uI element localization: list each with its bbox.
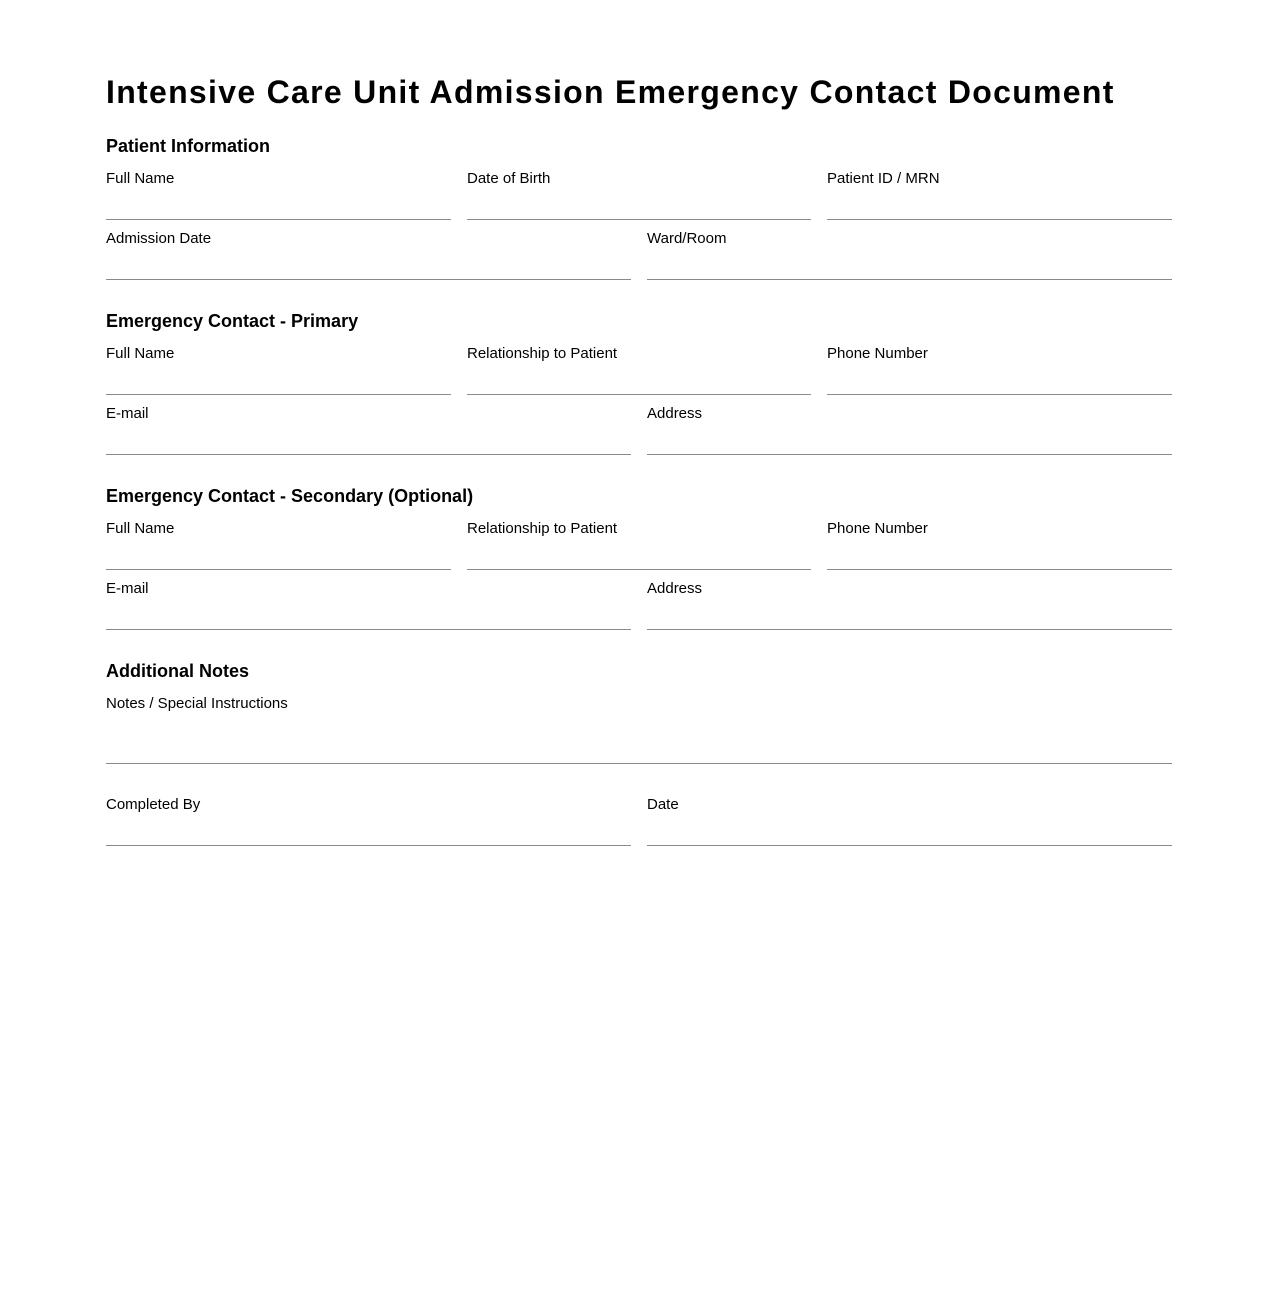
primary-email-label: E-mail [106,405,149,422]
notes-label: Notes / Special Instructions [106,695,288,712]
admission-date-input[interactable] [106,260,631,280]
primary-email-field [106,405,631,455]
secondary-email-label: E-mail [106,580,149,597]
patient-full-name-label: Full Name [106,170,175,187]
patient-dob-field [467,170,811,220]
section-heading-patient-information: Patient Information [106,136,271,156]
primary-address-label: Address [647,405,703,422]
date-input[interactable] [647,826,1172,846]
secondary-relationship-label: Relationship to Patient [467,520,618,537]
patient-full-name-field [106,170,451,220]
document-title: Intensive Care Unit Admission Emergency Contact Document [106,74,1115,110]
section-heading-secondary-contact: Emergency Contact - Secondary (Optional) [106,486,474,506]
ward-room-label: Ward/Room [647,230,727,247]
secondary-full-name-label: Full Name [106,520,175,537]
patient-dob-label: Date of Birth [467,170,551,187]
primary-phone-input[interactable] [827,375,1172,395]
primary-phone-label: Phone Number [827,345,928,362]
secondary-address-input[interactable] [647,610,1172,630]
admission-date-field [106,230,631,280]
primary-relationship-input[interactable] [467,375,811,395]
patient-id-input[interactable] [827,200,1172,220]
secondary-full-name-field [106,520,451,570]
notes-input[interactable] [106,725,1172,764]
secondary-relationship-input[interactable] [467,550,811,570]
primary-relationship-field [467,345,811,395]
secondary-address-label: Address [647,580,703,597]
primary-full-name-input[interactable] [106,375,451,395]
section-heading-primary-contact: Emergency Contact - Primary [106,311,359,331]
secondary-email-input[interactable] [106,610,631,630]
primary-full-name-field [106,345,451,395]
secondary-phone-input[interactable] [827,550,1172,570]
date-label: Date [647,796,679,813]
patient-dob-input[interactable] [467,200,811,220]
secondary-relationship-field [467,520,811,570]
primary-address-input[interactable] [647,435,1172,455]
secondary-full-name-input[interactable] [106,550,451,570]
patient-id-label: Patient ID / MRN [827,170,940,187]
primary-relationship-label: Relationship to Patient [467,345,618,362]
date-field [647,796,1172,846]
completed-by-input[interactable] [106,826,631,846]
secondary-address-field [647,580,1172,630]
ward-room-input[interactable] [647,260,1172,280]
completed-by-field [106,796,631,846]
primary-email-input[interactable] [106,435,631,455]
secondary-phone-label: Phone Number [827,520,928,537]
notes-field [106,695,1172,764]
admission-date-label: Admission Date [106,230,212,247]
patient-id-field [827,170,1172,220]
section-heading-additional-notes: Additional Notes [106,661,249,681]
primary-address-field [647,405,1172,455]
primary-phone-field [827,345,1172,395]
completed-by-label: Completed By [106,796,201,813]
patient-full-name-input[interactable] [106,200,451,220]
secondary-phone-field [827,520,1172,570]
ward-room-field [647,230,1172,280]
secondary-email-field [106,580,631,630]
primary-full-name-label: Full Name [106,345,175,362]
